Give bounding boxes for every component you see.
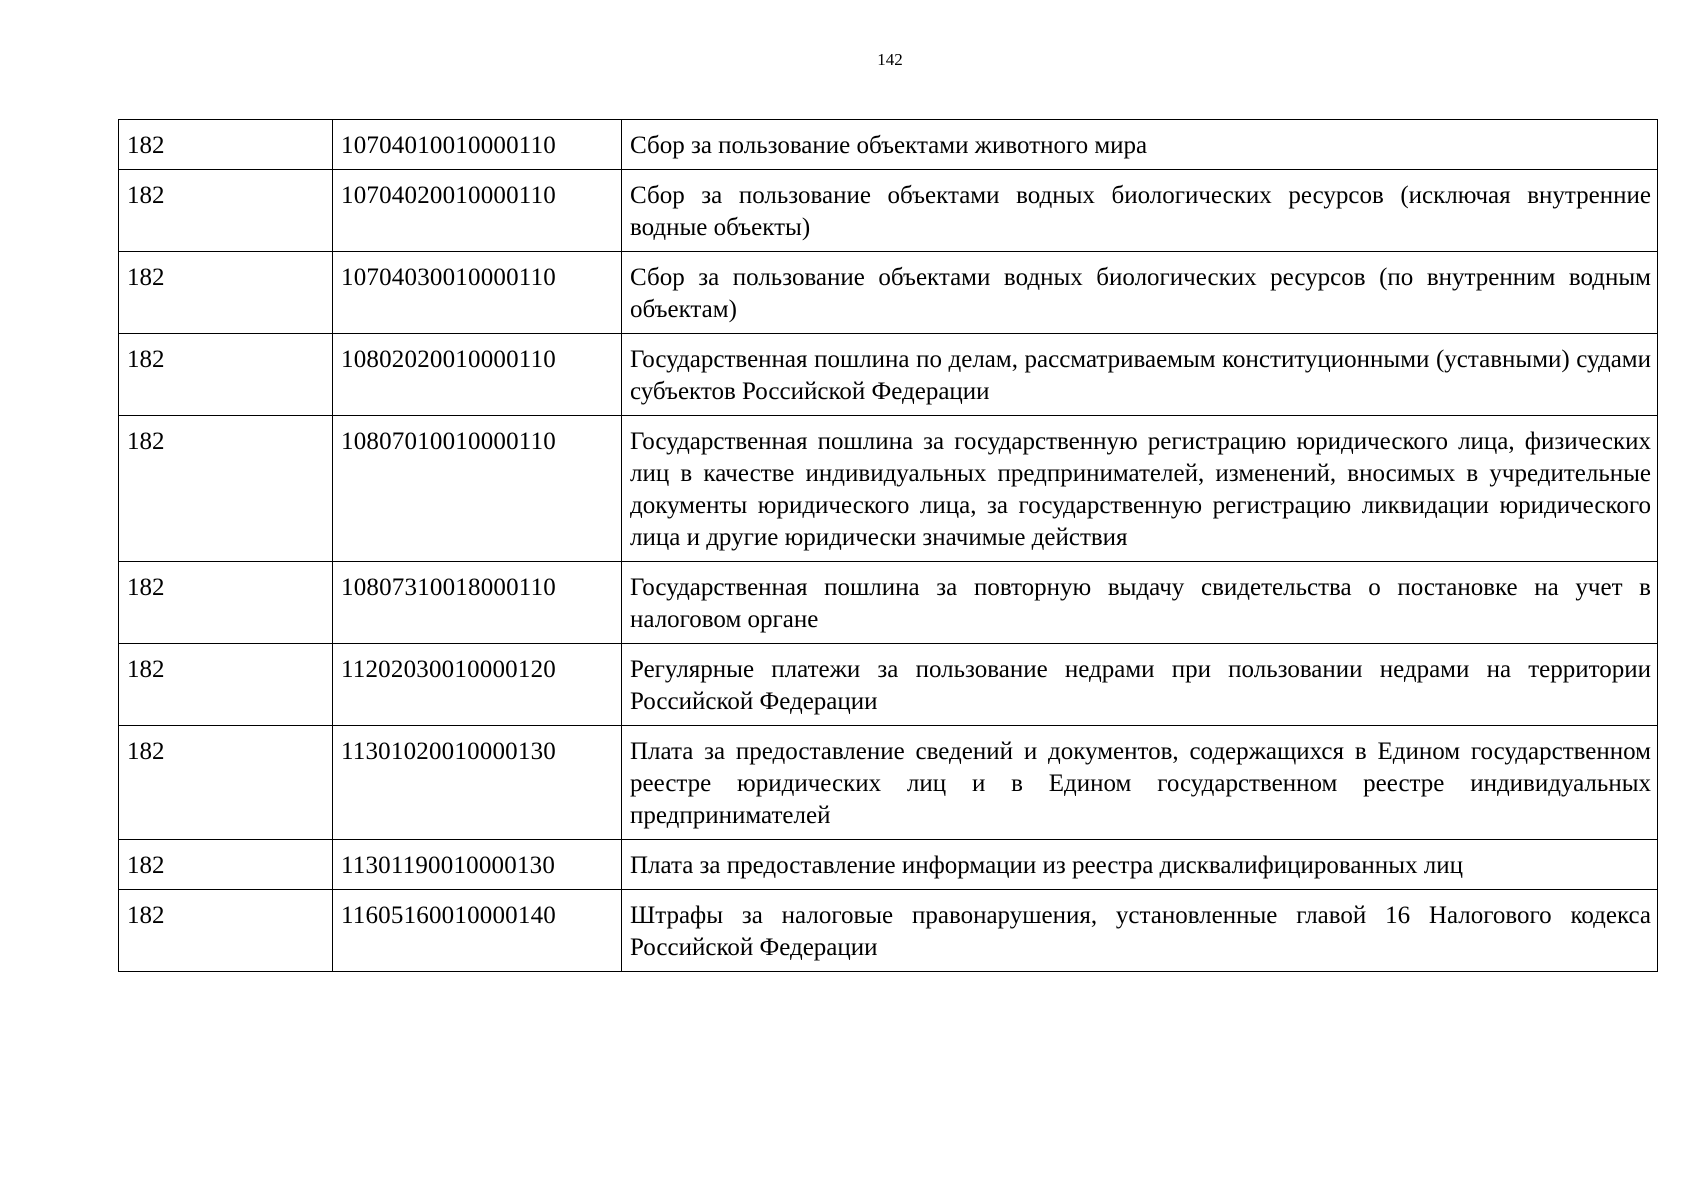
budget-code-cell: 10704020010000110 — [333, 170, 622, 252]
admin-code-cell: 182 — [119, 334, 333, 416]
revenue-name-cell: Сбор за пользование объектами водных биологических ресурсов (исключая внутренние водные объекты) — [622, 170, 1658, 252]
table-row — [119, 120, 1658, 170]
table-row — [119, 334, 1658, 416]
admin-code-cell: 182 — [119, 644, 333, 726]
budget-code-cell: 10807010010000110 — [333, 416, 622, 562]
revenue-name-cell: Государственная пошлина за государственную регистрацию юридического лица, физических лиц в качестве индивидуальных предпринимателей, изменений, вносимых в учредительные документы юридического лица, за государственную регистрацию ликвидации юридического лица и другие юридически значимые действия — [622, 416, 1658, 562]
table-row — [119, 644, 1658, 726]
revenue-name-cell: Плата за предоставление сведений и документов, содержащихся в Едином государственном реестре юридических лиц и в Едином государственном реестре индивидуальных предпринимателей — [622, 726, 1658, 840]
budget-code-cell: 10802020010000110 — [333, 334, 622, 416]
admin-code-cell: 182 — [119, 252, 333, 334]
budget-code-cell: 11605160010000140 — [333, 890, 622, 972]
admin-code-cell: 182 — [119, 120, 333, 170]
table-row — [119, 416, 1658, 562]
admin-code-cell: 182 — [119, 726, 333, 840]
page-number: 142 — [877, 50, 903, 69]
revenue-name-cell: Штрафы за налоговые правонарушения, установленные главой 16 Налогового кодекса Российской Федерации — [622, 890, 1658, 972]
admin-code-cell: 182 — [119, 890, 333, 972]
revenue-name-cell: Государственная пошлина по делам, рассматриваемым конституционными (уставными) судами субъектов Российской Федерации — [622, 334, 1658, 416]
table-row — [119, 890, 1658, 972]
budget-code-cell: 10807310018000110 — [333, 562, 622, 644]
admin-code-cell: 182 — [119, 562, 333, 644]
table-row — [119, 562, 1658, 644]
revenue-name-cell: Сбор за пользование объектами животного мира — [622, 120, 1658, 170]
table-row — [119, 726, 1658, 840]
revenue-codes-table — [118, 119, 1658, 972]
budget-code-cell: 11301020010000130 — [333, 726, 622, 840]
budget-code-cell: 10704030010000110 — [333, 252, 622, 334]
revenue-name-cell: Регулярные платежи за пользование недрами при пользовании недрами на территории Российской Федерации — [622, 644, 1658, 726]
admin-code-cell: 182 — [119, 840, 333, 890]
table-row — [119, 840, 1658, 890]
revenue-name-cell: Государственная пошлина за повторную выдачу свидетельства о постановке на учет в налоговом органе — [622, 562, 1658, 644]
budget-code-cell: 10704010010000110 — [333, 120, 622, 170]
table-row — [119, 170, 1658, 252]
budget-code-cell: 11301190010000130 — [333, 840, 622, 890]
admin-code-cell: 182 — [119, 170, 333, 252]
admin-code-cell: 182 — [119, 416, 333, 562]
revenue-name-cell: Сбор за пользование объектами водных биологических ресурсов (по внутренним водным объектам) — [622, 252, 1658, 334]
budget-code-cell: 11202030010000120 — [333, 644, 622, 726]
revenue-name-cell: Плата за предоставление информации из реестра дисквалифицированных лиц — [622, 840, 1658, 890]
table-row — [119, 252, 1658, 334]
